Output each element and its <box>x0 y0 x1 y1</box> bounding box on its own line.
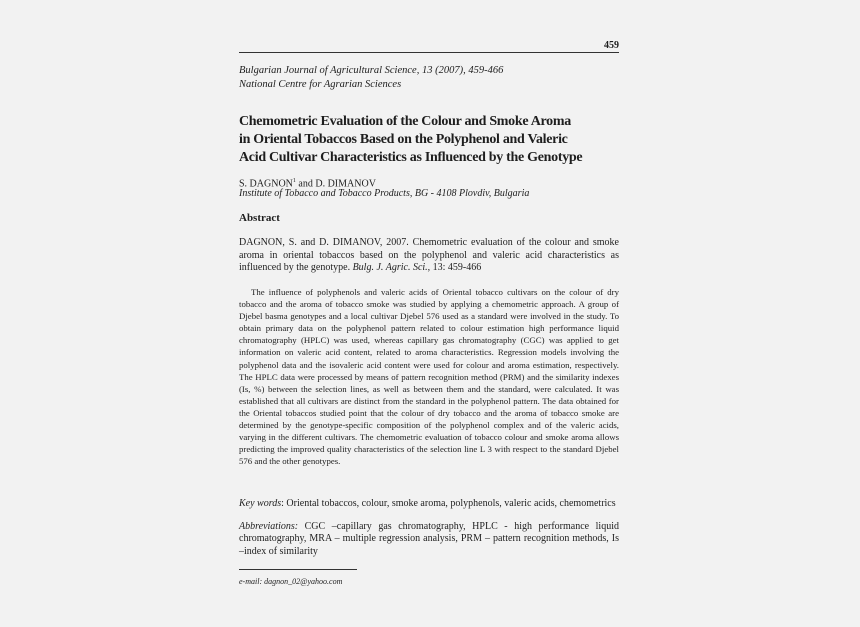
journal-name: Bulgarian Journal of Agricultural Science, 13 (2007), 459-466 <box>239 65 504 76</box>
abbreviations <box>239 521 619 558</box>
author-footnote-mark: 1 <box>292 178 296 184</box>
abbreviations-label: Abbreviations: <box>239 521 299 532</box>
article-title <box>239 113 619 167</box>
affiliation: Institute of Tobacco and Tobacco Products, BG - 4108 Plovdiv, Bulgaria <box>239 188 530 199</box>
citation-pages: 13: 459-466 <box>430 262 482 274</box>
author-dimanov: D. DIMANOV <box>315 178 376 190</box>
title-line-3: Acid Cultivar Characteristics as Influenced by the Genotype <box>239 150 583 165</box>
paper-page <box>239 0 619 627</box>
keywords-label: Key words <box>239 498 282 509</box>
citation-journal: Bulg. J. Agric. Sci., <box>352 262 431 274</box>
abbreviations-text: CGC –capillary gas chromatography, HPLC - high performance liquid chromatography, MRA – multiple regression analysis, PRM – pattern recognition methods, Is –index of similarity <box>239 521 619 557</box>
keywords-text: : Oriental tobaccos, colour, smoke aroma, polyphenols, valeric acids, chemometrics <box>281 498 616 509</box>
citation <box>239 237 619 275</box>
header-rule <box>239 52 619 53</box>
citation-text: DAGNON, S. and D. DIMANOV, 2007. Chemometric evaluation of the colour and smoke aroma in oriental tobaccos based on the polyphenol and valeric acid characteristics as influenced by the genotype. <box>239 237 619 274</box>
journal-info <box>239 64 503 92</box>
author-dagnon: S. DAGNON <box>239 178 293 190</box>
publisher-name: National Centre for Agrarian Sciences <box>239 79 402 90</box>
keywords <box>239 498 619 510</box>
page-number: 459 <box>604 40 619 51</box>
footnote-rule <box>239 569 357 570</box>
abstract-body: The influence of polyphenols and valeric acids of Oriental tobacco cultivars on the colour of dry tobacco and the aroma of tobacco smoke was studied by applying a chemometric approach. A group of Djebel basma genotypes and a local cultivar Djebel 576 used as a standard were involved in the study. To obtain primary data on the polyphenol pattern related to colour estimation high performance liquid chromatography (HPLC) was used, whereas capillary gas chromatography (CGC) was applied to get information on valeric acid content, related to aroma characteristics. Regression models involving the polyphenol data and the isovaleric acid content were used for colour and aroma estimation, respectively. The HPLC data were processed by means of pattern recognition method (PRM) and the similarity indexes (Is, %) between the selection lines, as well as between them and the standard, were calculated. It was established that all cultivars are distinct from the standard in the polyphenol pattern. The data obtained for the Oriental tobaccos studied point that the colour of dry tobacco and the aroma of tobacco smoke are determined by the genotype-specific composition of the polyphenol complex and of the valeric acids, varying in the different cultivars. The chemometric evaluation of tobacco colour and smoke aroma allows predicting the improved quality characteristics of the selection line L 3 with respect to the standard Djebel 576 and the other genotypes. <box>239 287 619 467</box>
author-separator: and <box>295 178 316 190</box>
title-line-1: Chemometric Evaluation of the Colour and Smoke Aroma <box>239 114 571 129</box>
title-line-2: in Oriental Tobaccos Based on the Polyphenol and Valeric <box>239 132 568 147</box>
author-email: e-mail: dagnon_02@yahoo.com <box>239 577 343 586</box>
abstract-heading: Abstract <box>239 212 280 224</box>
